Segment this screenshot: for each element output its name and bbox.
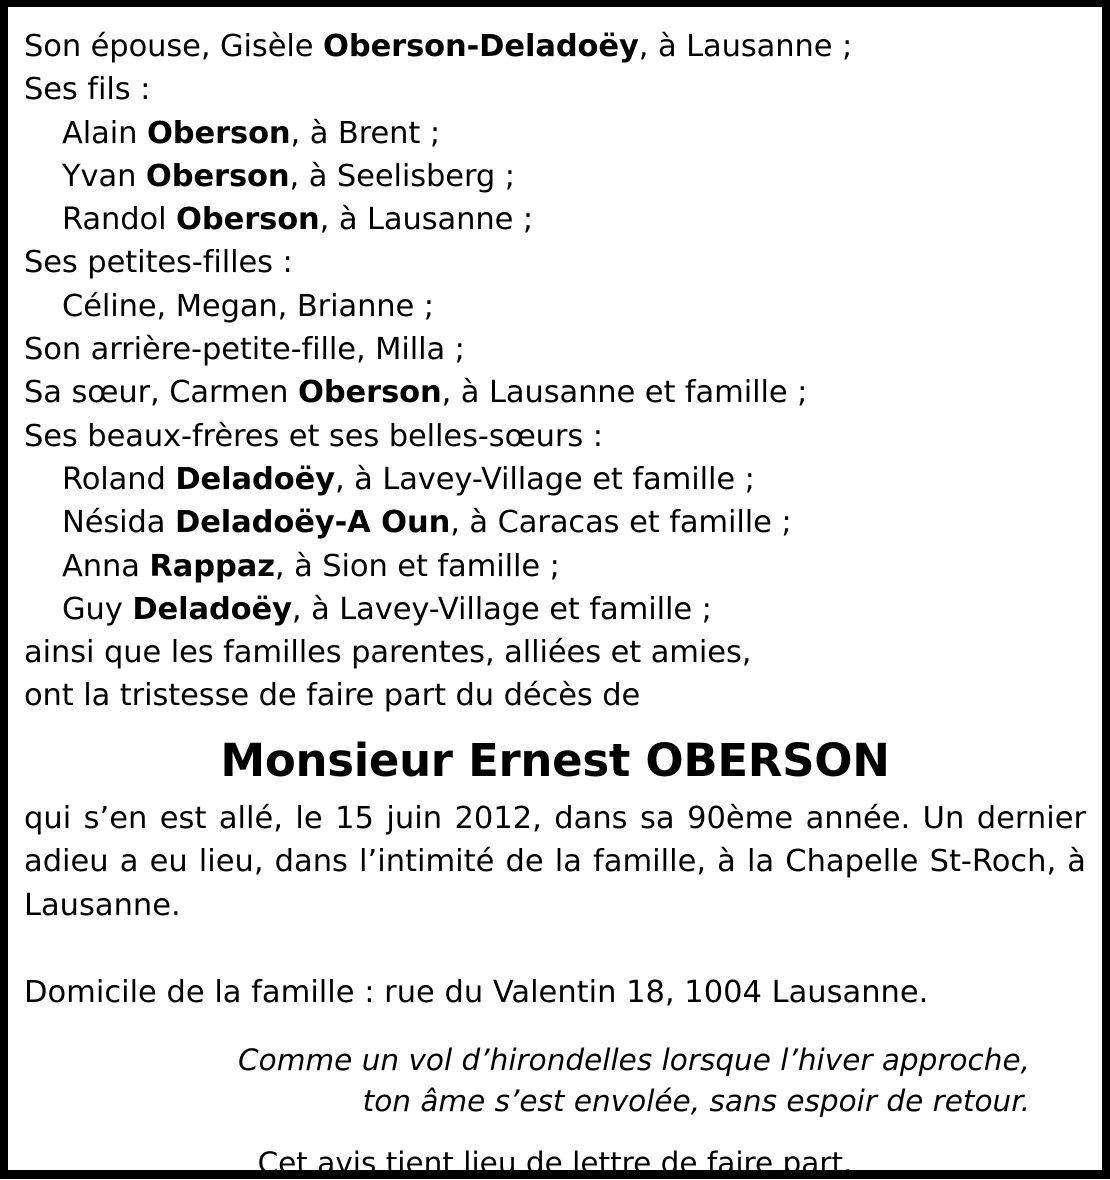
family-line (24, 68, 1086, 111)
family-text: , à Lausanne ; (319, 202, 534, 238)
family-text: Nésida (62, 505, 175, 541)
family-text: , à Lausanne ; (638, 29, 853, 64)
family-text: Céline, Megan, Brianne ; (62, 288, 434, 324)
family-line (24, 458, 1086, 501)
family-name: Rappaz (149, 548, 275, 584)
family-line (24, 198, 1086, 241)
family-text: , à Brent ; (290, 115, 441, 151)
family-text: Roland (62, 461, 176, 497)
family-text: , à Lavey-Village et famille ; (291, 591, 712, 627)
family-text: Sa sœur, Carmen (24, 375, 298, 411)
family-name: Oberson-Deladoëy (323, 29, 639, 64)
deceased-name: Monsieur Ernest OBERSON (220, 733, 890, 787)
family-line (24, 112, 1086, 155)
family-text: ont la tristesse de faire part du décès de (24, 678, 641, 714)
family-line (24, 285, 1086, 328)
family-text: , à Caracas et famille ; (450, 505, 792, 541)
family-text: Ses petites-filles : (24, 245, 293, 281)
poem-line: ton âme s’est envolée, sans espoir de retour. (362, 1084, 1030, 1119)
family-line (24, 415, 1086, 458)
announcement-body (24, 797, 1086, 971)
family-line (24, 631, 1086, 674)
family-name: Deladoëy (132, 591, 292, 627)
family-text: Guy (62, 591, 133, 627)
family-line (24, 328, 1086, 371)
family-text: Son arrière-petite-fille, Milla ; (24, 332, 465, 368)
family-text: Alain (62, 115, 147, 151)
family-line (24, 588, 1086, 631)
family-name: Oberson (298, 375, 442, 411)
family-text: Ses beaux-frères et ses belles-sœurs : (24, 418, 603, 454)
family-name: Oberson (146, 115, 291, 151)
family-line (24, 241, 1086, 284)
poem (24, 1040, 1086, 1122)
announcement-body-text: qui s’en est allé, le 15 juin 2012, dans sa 90ème année. Un dernier adieu a eu lieu, dans l’intimité de la famille, à la Chapelle St-Roch, à Lausanne. (24, 800, 1086, 923)
family-text: ainsi que les familles parentes, alliées et amies, (24, 635, 752, 671)
family-text: Son épouse, Gisèle (24, 29, 324, 64)
family-text: Anna (62, 548, 150, 584)
family-text: , à Seelisberg ; (289, 158, 515, 194)
closing-statement: Cet avis tient lieu de lettre de faire part. (257, 1146, 853, 1180)
family-line (24, 155, 1086, 198)
family-text: , à Sion et famille ; (274, 548, 560, 584)
family-text: Ses fils : (24, 72, 151, 108)
family-line (24, 501, 1086, 544)
family-line (24, 371, 1086, 414)
family-address: Domicile de la famille : rue du Valentin 18, 1004 Lausanne. (24, 974, 929, 1010)
family-text: , à Lausanne et famille ; (441, 375, 808, 411)
family-name: Deladoëy (175, 461, 335, 497)
family-line (24, 545, 1086, 588)
family-name: Oberson (176, 202, 320, 238)
family-name: Deladoëy-A Oun (175, 505, 451, 541)
family-list (24, 25, 1086, 718)
family-text: Randol (62, 202, 177, 238)
family-line (24, 25, 1086, 68)
family-text: , à Lavey-Village et famille ; (334, 461, 755, 497)
family-line (24, 674, 1086, 717)
family-text: Yvan (62, 158, 146, 194)
family-name: Oberson (145, 158, 290, 194)
poem-line: Comme un vol d’hirondelles lorsque l’hiver approche, (238, 1043, 1030, 1078)
